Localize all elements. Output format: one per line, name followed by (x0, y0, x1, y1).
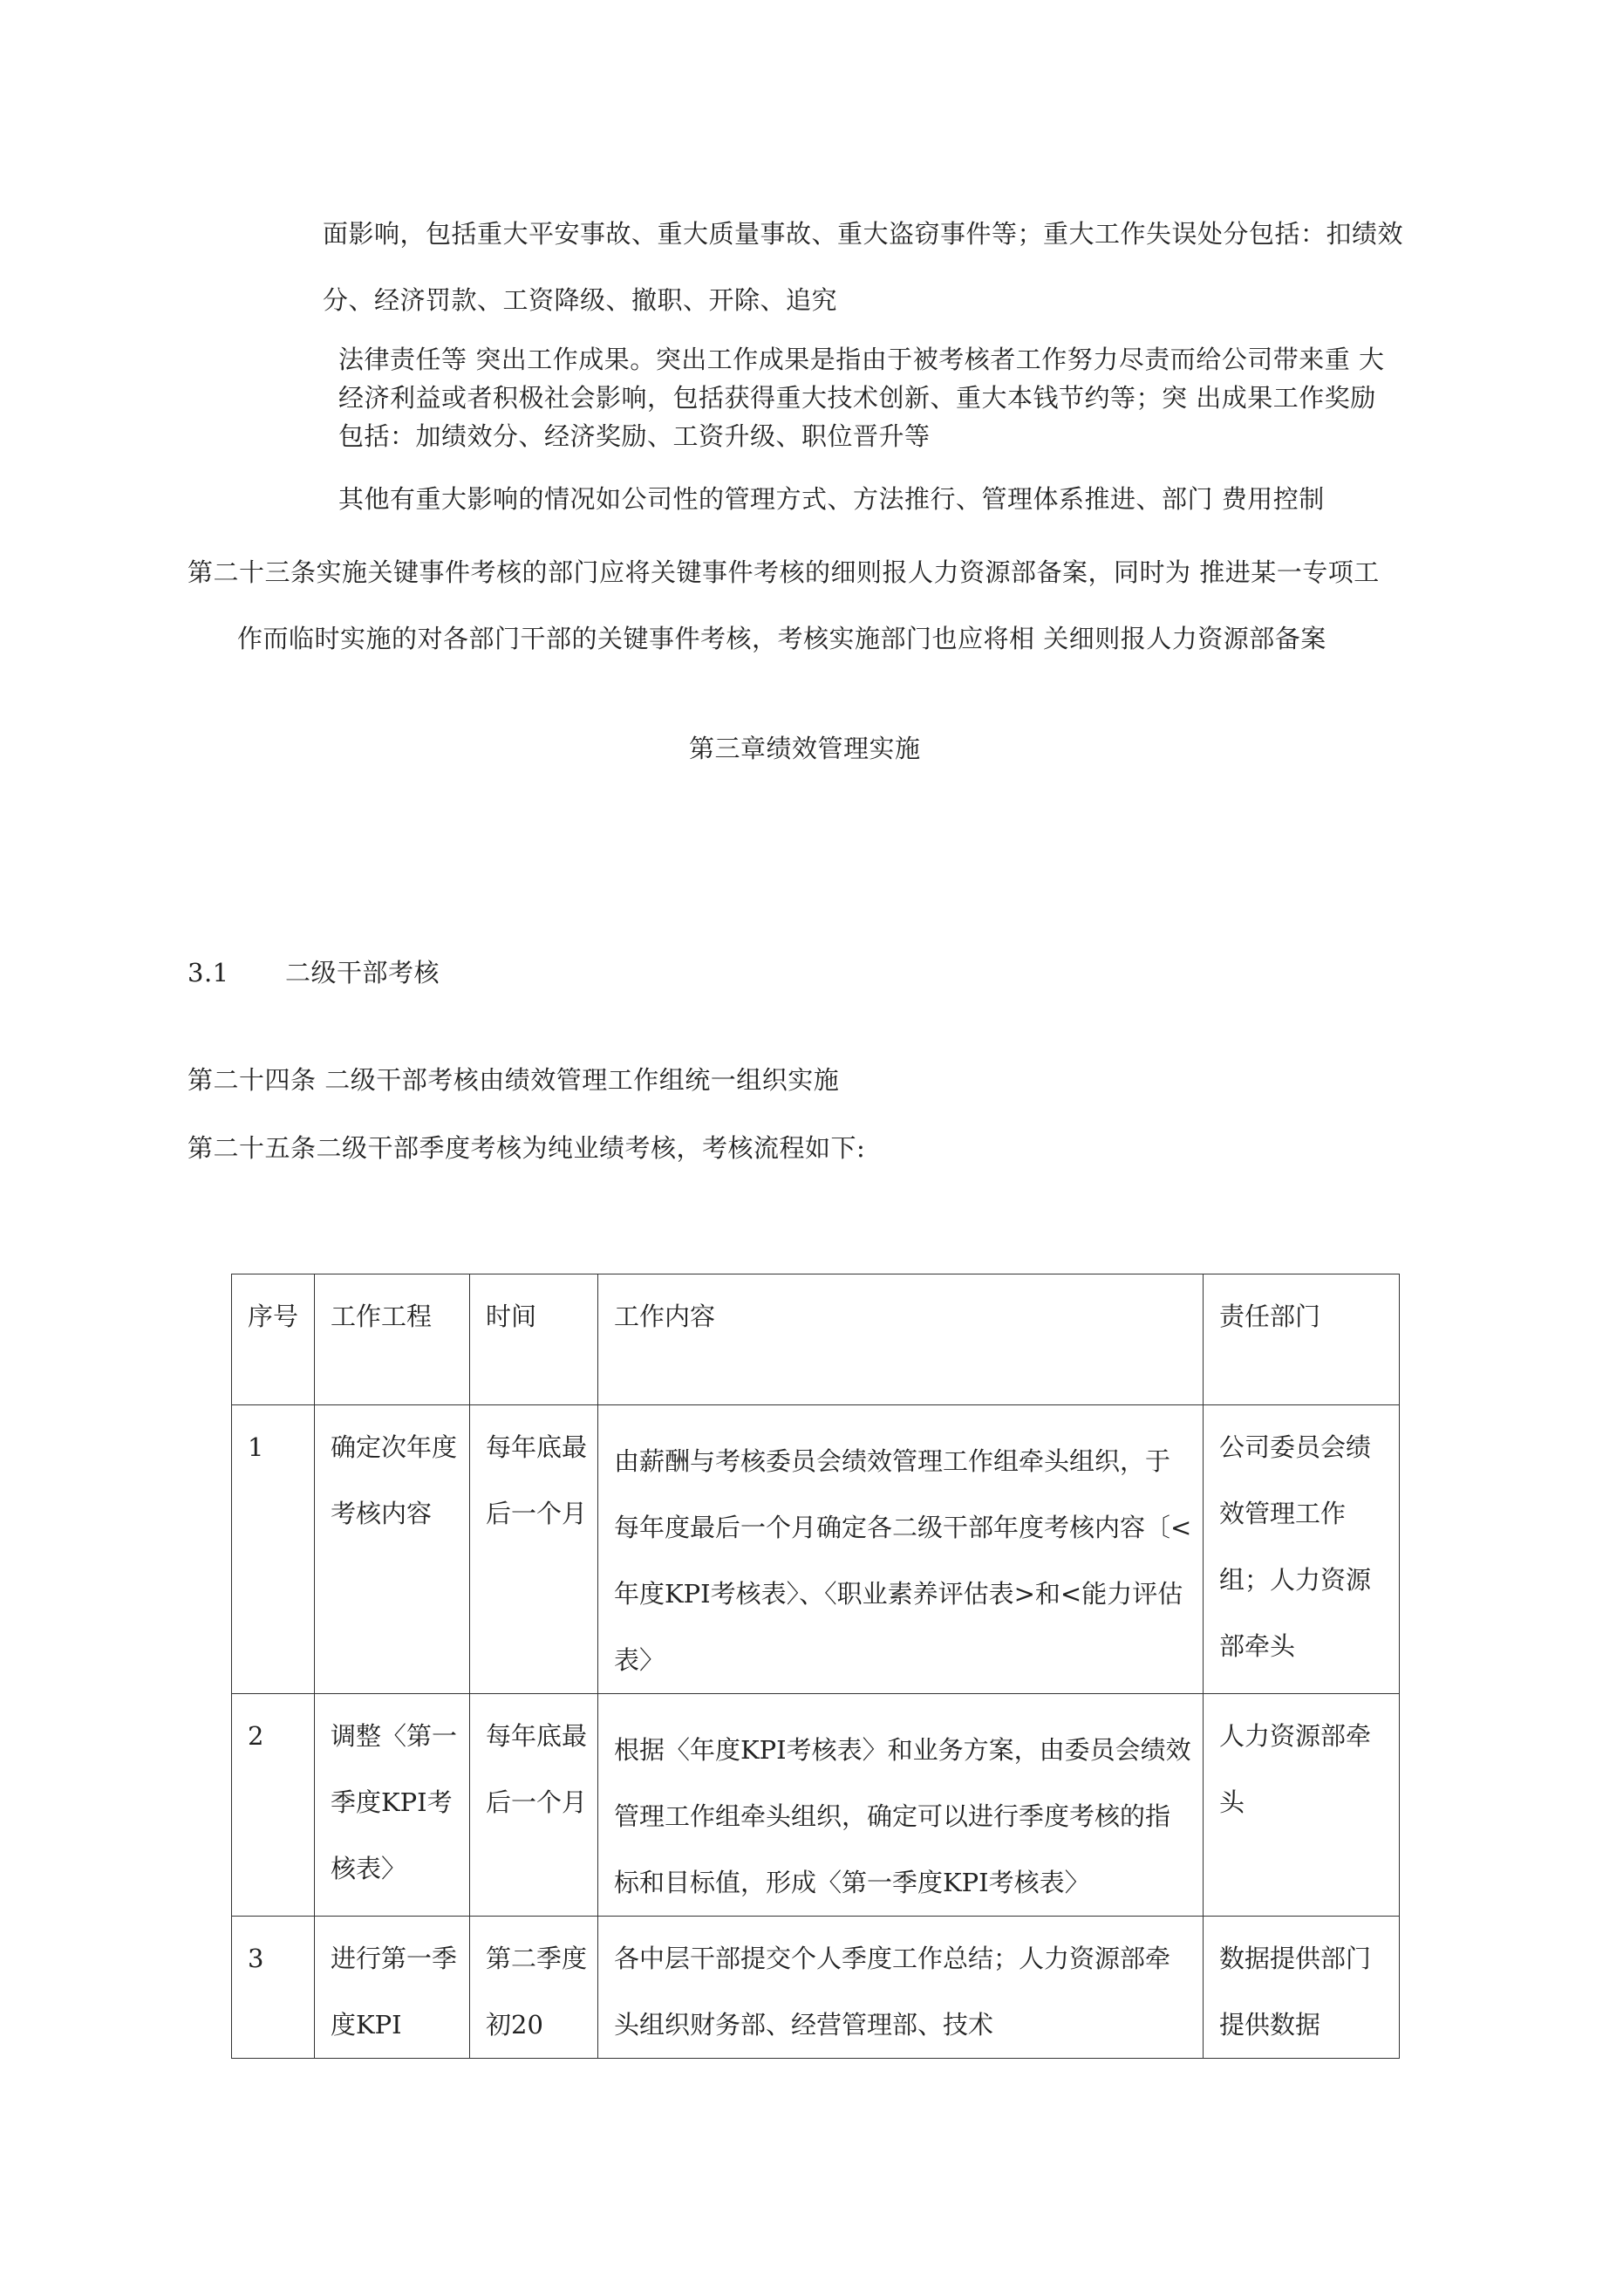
row-item: 进行第一季度KPI (315, 1917, 470, 2059)
paragraph-line: 经济利益或者积极社会影响，包括获得重大技术创新、重大本钱节约等；突 出成果工作奖励 (338, 383, 1376, 413)
paragraph-line: 面影响，包括重大平安事故、重大质量事故、重大盗窃事件等；重大工作失误处分包括：扣绩效 (323, 219, 1404, 249)
assessment-flow-table (231, 1274, 1400, 2059)
row-content: 根据〈年度KPI考核表〉和业务方案，由委员会绩效管理工作组牵头组织，确定可以进行季度考核的指标和目标值，形成〈第一季度KPI考核表〉 (598, 1694, 1204, 1917)
paragraph-line: 其他有重大影响的情况如公司性的管理方式、方法推行、管理体系推进、部门 费用控制 (338, 484, 1325, 514)
row-item: 确定次年度考核内容 (315, 1405, 470, 1694)
row-time: 每年底最后一个月 (470, 1694, 598, 1917)
row-item: 调整〈第一季度KPI考核表〉 (315, 1694, 470, 1917)
row-time: 每年底最后一个月 (470, 1405, 598, 1694)
header-seq: 序号 (232, 1274, 315, 1405)
row-seq: 1 (232, 1405, 315, 1694)
paragraph-line: 分、经济罚款、工资降级、撤职、开除、追究 (323, 285, 838, 315)
section-title: 二级干部考核 (285, 958, 440, 987)
header-content: 工作内容 (598, 1274, 1204, 1405)
table-header-row (232, 1274, 1400, 1405)
table-row (232, 1405, 1400, 1694)
paragraph-line: 包括：加绩效分、经济奖励、工资升级、职位晋升等 (338, 421, 931, 451)
header-time: 时间 (470, 1274, 598, 1405)
row-dept: 数据提供部门提供数据 (1204, 1917, 1400, 2059)
table-row (232, 1694, 1400, 1917)
table-row (232, 1917, 1400, 2059)
row-dept: 人力资源部牵头 (1204, 1694, 1400, 1917)
paragraph-line: 法律责任等 突出工作成果。突出工作成果是指由于被考核者工作努力尽责而给公司带来重 大 (338, 345, 1385, 374)
article-23-line: 第二十三条实施关键事件考核的部门应将关键事件考核的细则报人力资源部备案，同时为 推进某一专项工 (188, 557, 1380, 587)
header-dept: 责任部门 (1204, 1274, 1400, 1405)
header-item: 工作工程 (315, 1274, 470, 1405)
row-seq: 2 (232, 1694, 315, 1917)
row-content: 各中层干部提交个人季度工作总结；人力资源部牵头组织财务部、经营管理部、技术 (598, 1917, 1204, 2059)
article-25: 第二十五条二级干部季度考核为纯业绩考核，考核流程如下: (188, 1133, 866, 1163)
row-time: 第二季度初20 (470, 1917, 598, 2059)
row-dept: 公司委员会绩效管理工作组；人力资源部牵头 (1204, 1405, 1400, 1694)
chapter-title: 第三章绩效管理实施 (689, 734, 921, 763)
row-seq: 3 (232, 1917, 315, 2059)
article-24: 第二十四条 二级干部考核由绩效管理工作组统一组织实施 (188, 1065, 840, 1095)
article-23-line: 作而临时实施的对各部门干部的关键事件考核，考核实施部门也应将相 关细则报人力资源部备案 (237, 624, 1326, 653)
section-number: 3.1 (188, 958, 229, 987)
row-content: 由薪酬与考核委员会绩效管理工作组牵头组织，于每年度最后一个月确定各二级干部年度考核内容〔<年度KPI考核表〉、〈职业素养评估表>和<能力评估表〉 (598, 1405, 1204, 1694)
